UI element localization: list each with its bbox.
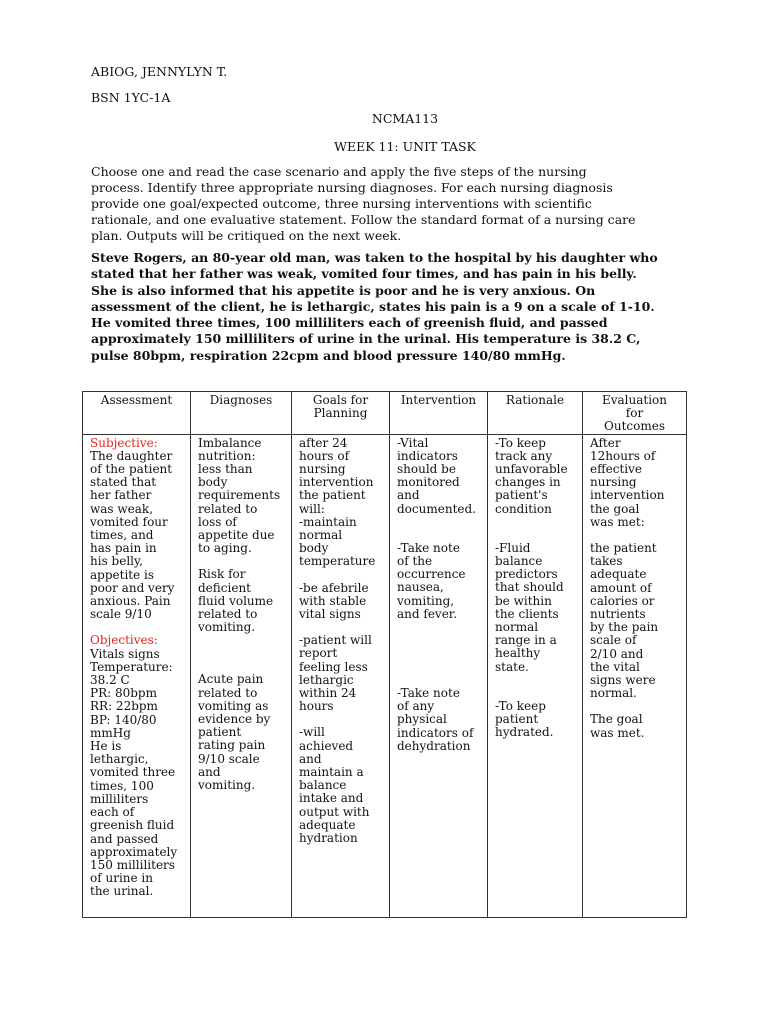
text-line: the vital (590, 659, 640, 674)
text-line: poor and very (90, 580, 175, 595)
text-line: balance (299, 778, 347, 793)
text-line: He vomited three times, 100 milliliters each of greenish fluid, and passed (91, 315, 608, 331)
text-line: and passed (90, 831, 159, 846)
text-line: output with (299, 804, 370, 819)
text-line: patient's (495, 488, 548, 503)
text-line: after 24 (299, 435, 348, 450)
text-line: -Take note (397, 540, 460, 555)
text-line: normal (299, 528, 343, 543)
text-line: track any (495, 448, 553, 463)
text-line: condition (495, 501, 552, 516)
text-line: intervention (590, 488, 665, 503)
cell-goals (292, 434, 390, 917)
text-line: -be afebrile (299, 580, 369, 595)
text-line: vital signs (299, 607, 361, 622)
text-line: effective (590, 462, 642, 477)
text-line: plan. Outputs will be critiqued on the next week. (91, 228, 402, 243)
text-line: vomited three (90, 765, 176, 780)
intervention-3 (397, 687, 484, 753)
text-line: scale 9/10 (90, 607, 152, 622)
text-line: temperature (299, 554, 376, 569)
text-line: approximately 150 milliliters of urine in the urinal. His temperature is 38.2 C, (91, 331, 641, 347)
header-rationale: Rationale (488, 392, 583, 435)
diagnosis-2 (198, 568, 288, 634)
cell-intervention (390, 434, 488, 917)
text-line: -To keep (495, 435, 546, 450)
text-line: the clients (495, 606, 559, 621)
text-line: should be (397, 462, 456, 477)
task-title: WEEK 11: UNIT TASK (334, 139, 476, 154)
text-line: report (299, 646, 338, 661)
text-line: and (397, 488, 420, 503)
text-line: healthy (495, 646, 541, 661)
text-line: She is also informed that his appetite is poor and he is very anxious. On (91, 282, 596, 298)
text-line: Risk for (198, 567, 246, 582)
text-line: occurrence (397, 567, 466, 582)
text-line: -maintain (299, 514, 357, 529)
evaluation-1 (590, 437, 683, 529)
text-line: pulse 80bpm, respiration 22cpm and blood pressure 140/80 mmHg. (91, 347, 566, 363)
text-line: milliliters (90, 791, 149, 806)
text-line: predictors (495, 567, 558, 582)
text-line: was weak, (90, 501, 154, 516)
subjective-data (90, 450, 187, 622)
text-line: After (590, 435, 621, 450)
objective-data (90, 648, 187, 899)
text-line: The goal (590, 712, 643, 727)
text-line: BP: 140/80 (90, 712, 157, 727)
text-line: 150 milliliters (90, 857, 175, 872)
rationale-3 (495, 700, 579, 740)
rationale-2 (495, 542, 579, 674)
text-line: vomiting. (198, 620, 256, 635)
text-line: signs were (590, 673, 656, 688)
text-line: that should (495, 580, 564, 595)
text-line: fluid volume (198, 593, 274, 608)
header-goals: Goals for Planning (292, 392, 390, 435)
text-line: mmHg (90, 725, 131, 740)
text-line: his belly, (90, 554, 143, 569)
text-line: vomiting as (198, 698, 269, 713)
text-line: related to (198, 685, 258, 700)
nursing-care-plan-table (82, 391, 687, 918)
cell-rationale (488, 434, 583, 917)
text-line: state. (495, 659, 529, 674)
text-line: vomiting. (198, 778, 256, 793)
table-header-row (83, 392, 687, 435)
text-line: body (299, 541, 329, 556)
text-line: 2/10 and (590, 646, 644, 661)
text-line: 9/10 scale (198, 751, 260, 766)
text-line: nutrition: (198, 448, 256, 463)
text-line: appetite is (90, 567, 155, 582)
text-line: range in a (495, 633, 557, 648)
text-line: has pain in (90, 541, 157, 556)
text-line: each of (90, 805, 135, 820)
text-line: evidence by (198, 712, 271, 727)
text-line: lethargic (299, 672, 354, 687)
goal-3 (299, 634, 386, 713)
text-line: within 24 (299, 686, 357, 701)
text-line: amount of (590, 580, 652, 595)
text-line: -To keep (495, 698, 546, 713)
text-line: nausea, (397, 580, 444, 595)
objective-label: Objectives: (90, 633, 158, 648)
text-line: assessment of the client, he is lethargic, states his pain is a 9 on a scale of 1-10. (91, 298, 655, 314)
text-line: takes (590, 554, 623, 569)
text-line: achieved (299, 738, 354, 753)
text-line: patient (198, 725, 242, 740)
text-line: process. Identify three appropriate nursing diagnoses. For each nursing diagnosis (91, 180, 613, 195)
text-line: greenish fluid (90, 818, 175, 833)
text-line: Vitals signs (90, 646, 160, 661)
student-name: ABIOG, JENNYLYN T. (91, 64, 228, 79)
text-line: monitored (397, 475, 460, 490)
text-line: 12hours of (590, 448, 656, 463)
text-line: appetite due (198, 528, 275, 543)
text-line: of urine in (90, 871, 153, 886)
diagnosis-1 (198, 437, 288, 556)
text-line: -Vital (397, 435, 429, 450)
text-line: indicators of (397, 725, 474, 740)
text-line: lethargic, (90, 752, 149, 767)
text-line: with stable (299, 593, 367, 608)
evaluation-2 (590, 542, 683, 700)
text-line: documented. (397, 501, 476, 516)
text-line: times, and (90, 528, 154, 543)
text-line: the goal (590, 501, 640, 516)
text-line: hours (299, 699, 334, 714)
text-line: PR: 80bpm (90, 686, 157, 701)
cell-assessment (83, 434, 191, 917)
intervention-1 (397, 437, 484, 516)
text-line: adequate (299, 817, 356, 832)
text-line: adequate (590, 567, 647, 582)
table-row (83, 434, 687, 917)
text-line: was met: (590, 514, 645, 529)
text-line: -Fluid (495, 540, 531, 555)
text-line: and fever. (397, 606, 458, 621)
header-intervention: Intervention (390, 392, 488, 435)
text-line: vomited four (90, 514, 168, 529)
text-line: dehydration (397, 738, 471, 753)
text-line: intake and (299, 791, 364, 806)
text-line: stated that (90, 475, 157, 490)
cell-diagnoses (191, 434, 292, 917)
text-line: rating pain (198, 738, 266, 753)
cell-evaluation (583, 434, 687, 917)
text-line: provide one goal/expected outcome, three nursing interventions with scientific (91, 196, 592, 211)
text-line: -Take note (397, 686, 460, 701)
text-line: balance (495, 554, 543, 569)
text-line: was met. (590, 725, 645, 740)
text-line: will: (299, 501, 325, 516)
text-line: the urinal. (90, 884, 154, 899)
header-evaluation: Evaluation for Outcomes (583, 392, 687, 435)
text-line: He is (90, 739, 122, 754)
text-line: physical (397, 712, 447, 727)
text-line: times, 100 (90, 778, 154, 793)
text-line: 38.2 C (90, 673, 130, 688)
text-line: and (299, 751, 322, 766)
text-line: scale of (590, 633, 637, 648)
text-line: approximately (90, 844, 178, 859)
text-line: be within (495, 593, 552, 608)
text-line: her father (90, 488, 152, 503)
text-line: hydration (299, 831, 358, 846)
text-line: patient (495, 712, 539, 727)
text-line: and (198, 764, 221, 779)
diagnosis-3 (198, 673, 288, 792)
goal-4 (299, 726, 386, 845)
text-line: of the (397, 554, 433, 569)
rationale-1 (495, 437, 579, 516)
text-line: body (198, 475, 228, 490)
text-line: hydrated. (495, 725, 554, 740)
text-line: related to (198, 501, 258, 516)
text-line: intervention (299, 475, 374, 490)
intervention-2 (397, 542, 484, 621)
subject-code: NCMA113 (371, 111, 439, 126)
text-line: requirements (198, 488, 281, 503)
goal-2 (299, 582, 386, 622)
text-line: anxious. Pain (90, 594, 171, 609)
text-line: indicators (397, 448, 458, 463)
text-line: loss of (198, 514, 237, 529)
text-line: changes in (495, 475, 561, 490)
text-line: -patient will (299, 633, 372, 648)
header-diagnoses: Diagnoses (191, 392, 292, 435)
text-line: of any (397, 699, 435, 714)
text-line: of the patient (90, 462, 173, 477)
text-line: maintain a (299, 765, 364, 780)
text-line: vomiting, (397, 593, 455, 608)
text-line: the patient (590, 541, 657, 556)
student-course: BSN 1YC-1A (91, 90, 171, 105)
instructions-paragraph (91, 164, 636, 244)
text-line: unfavorable (495, 462, 568, 477)
text-line: by the pain (590, 620, 659, 635)
text-line: -will (299, 725, 325, 740)
text-line: Temperature: (90, 659, 173, 674)
text-line: normal. (590, 686, 637, 701)
text-line: feeling less (299, 659, 368, 674)
text-line: RR: 22bpm (90, 699, 158, 714)
subjective-label: Subjective: (90, 435, 158, 450)
text-line: rationale, and one evaluative statement. Follow the standard format of a nursing care (91, 212, 636, 227)
text-line: nutrients (590, 607, 646, 622)
text-line: the patient (299, 488, 366, 503)
text-line: Acute pain (198, 672, 264, 687)
text-line: normal (495, 620, 539, 635)
text-line: nursing (590, 475, 637, 490)
text-line: calories or (590, 593, 655, 608)
text-line: hours of (299, 448, 350, 463)
text-line: The daughter (90, 448, 173, 463)
header-assessment: Assessment (83, 392, 191, 435)
evaluation-3 (590, 713, 683, 739)
text-line: nursing (299, 462, 346, 477)
text-line: Imbalance (198, 435, 262, 450)
text-line: deficient (198, 580, 251, 595)
goal-1 (299, 437, 386, 569)
text-line: Choose one and read the case scenario and apply the five steps of the nursing (91, 164, 587, 179)
text-line: stated that her father was weak, vomited four times, and has pain in his belly. (91, 266, 637, 282)
text-line: less than (198, 462, 253, 477)
text-line: related to (198, 607, 258, 622)
text-line: to aging. (198, 541, 252, 556)
case-scenario-paragraph (91, 250, 691, 364)
text-line: Steve Rogers, an 80-year old man, was taken to the hospital by his daughter who (91, 250, 658, 265)
